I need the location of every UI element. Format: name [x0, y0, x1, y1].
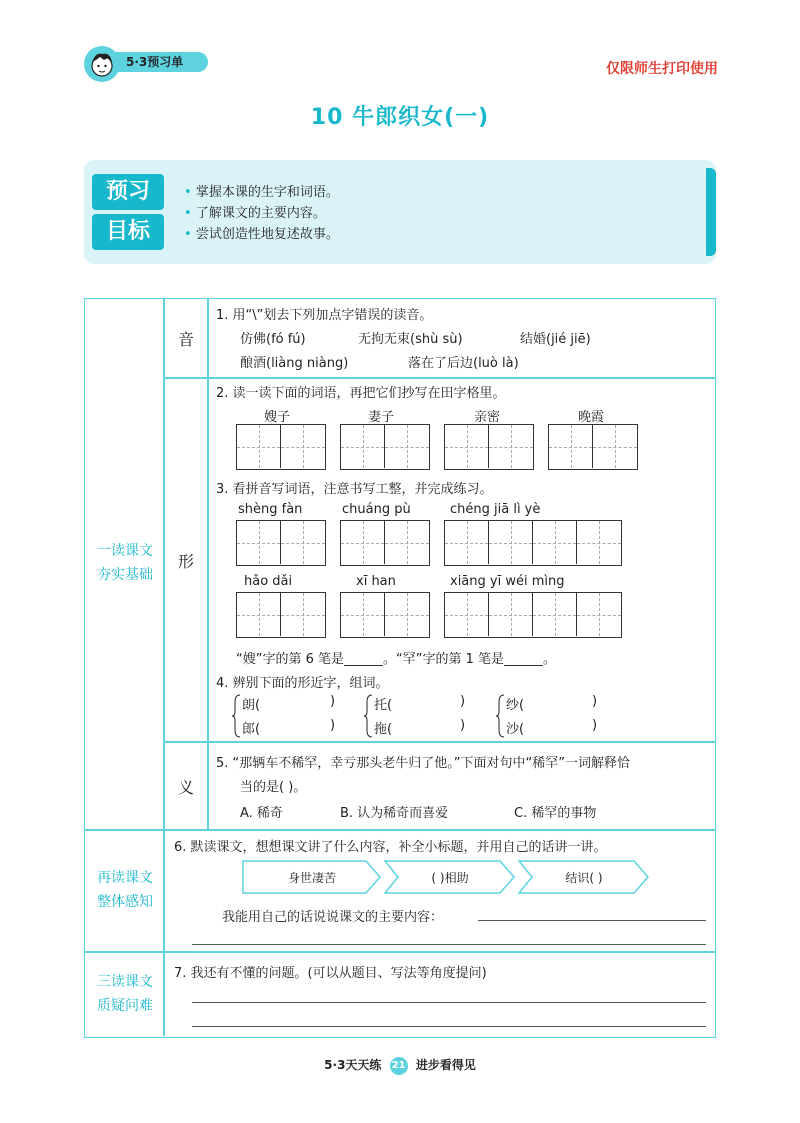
similar-char[interactable]: 朗( — [242, 698, 261, 713]
tianzige-grid[interactable] — [340, 424, 430, 470]
section-label-line: 质疑问难 — [97, 998, 153, 1014]
q2-word: 晚霞 — [578, 410, 605, 425]
header-badge — [84, 46, 212, 76]
q5-option[interactable]: B. 认为稀奇而喜爱 — [340, 806, 449, 821]
similar-char[interactable]: 纱( — [506, 698, 525, 713]
mascot-icon — [84, 46, 120, 82]
paren-close: ) — [330, 694, 336, 709]
similar-char[interactable]: 郎( — [242, 722, 261, 737]
goal-item: • 掌握本课的生字和词语。 — [184, 182, 339, 203]
q1-item[interactable]: 仿佛(fó fú) — [240, 332, 306, 347]
similar-char[interactable]: 拖( — [374, 722, 393, 737]
pinyin: shèng fàn — [238, 502, 303, 517]
paren-close: ) — [460, 718, 466, 733]
goals-edge — [706, 168, 716, 256]
badge-label: 5·3预习单 — [104, 52, 208, 72]
q7-prompt: 7. 我还有不懂的问题。(可以从题目、写法等角度提问) — [174, 966, 487, 981]
q5-option[interactable]: A. 稀奇 — [240, 806, 283, 821]
tianzige-grid[interactable] — [340, 520, 430, 566]
q1-item[interactable]: 无拘无束(shù sù) — [358, 332, 463, 347]
exercise-table — [84, 298, 716, 1038]
divider — [207, 299, 209, 829]
sub-label-xing: 形 — [177, 552, 194, 571]
pinyin: chéng jiā lì yè — [450, 502, 541, 517]
sub-label-yi: 义 — [177, 778, 194, 797]
q2-prompt: 2. 读一读下面的词语，再把它们抄写在田字格里。 — [216, 386, 506, 401]
pinyin: chuáng pù — [342, 502, 411, 517]
flow-step-3[interactable] — [518, 860, 650, 894]
footer — [0, 1056, 800, 1075]
pinyin: hǎo dǎi — [244, 574, 293, 589]
goals-tag-top: 预习 — [92, 174, 164, 210]
goals-tag-bottom: 目标 — [92, 214, 164, 250]
q2-word: 嫂子 — [264, 410, 291, 425]
tianzige-grid[interactable] — [548, 424, 638, 470]
section-label-1 — [85, 539, 165, 587]
sub-label-yin: 音 — [177, 330, 194, 349]
divider — [85, 951, 715, 953]
q6-summary-label: 我能用自己的话说说课文的主要内容： — [222, 910, 444, 925]
flow-step-label: ( )相助 — [431, 871, 469, 885]
footer-right: 进步看得见 — [415, 1058, 476, 1072]
q1-prompt: 1. 用“\”划去下列加点字错误的读音。 — [216, 308, 433, 323]
page-number: 21 — [390, 1057, 408, 1075]
q2-word: 亲密 — [474, 410, 501, 425]
section-label-line: 一读课文 — [97, 543, 153, 559]
flow-step-1[interactable] — [242, 860, 382, 894]
q1-item[interactable]: 落在了后边(luò là) — [408, 356, 519, 371]
flow-step-label: 结识( ) — [565, 871, 603, 885]
q6-prompt: 6. 默读课文，想想课文讲了什么内容，补全小标题，并用自己的话讲一讲。 — [174, 840, 607, 855]
page-title: 10 牛郎织女(一) — [310, 105, 490, 130]
tianzige-grid[interactable] — [340, 592, 430, 638]
q4-prompt: 4. 辨别下面的形近字，组词。 — [216, 676, 389, 691]
goals-list — [184, 182, 339, 245]
tianzige-grid[interactable] — [236, 520, 326, 566]
brace-icon — [364, 694, 374, 738]
q3-prompt: 3. 看拼音写词语，注意书写工整，并完成练习。 — [216, 482, 493, 497]
q1-item[interactable]: 酿酒(liàng niàng) — [240, 356, 349, 371]
tianzige-grid[interactable] — [444, 424, 534, 470]
pinyin: xī han — [356, 574, 396, 589]
divider — [163, 741, 715, 743]
answer-line[interactable] — [192, 944, 706, 945]
paren-close: ) — [592, 694, 598, 709]
goals-box — [84, 160, 716, 264]
section-label-3 — [85, 970, 165, 1018]
goals-tag — [92, 174, 164, 250]
stroke-question[interactable]: “嫂”字的第 6 笔是______。“罕”字的第 1 笔是______。 — [236, 652, 557, 667]
similar-char[interactable]: 托( — [374, 698, 393, 713]
paren-close: ) — [460, 694, 466, 709]
q5-line2[interactable]: 当的是( )。 — [240, 780, 307, 795]
section-label-line: 整体感知 — [97, 894, 153, 910]
print-notice: 仅限师生打印使用 — [606, 61, 718, 77]
section-label-line: 夯实基础 — [97, 567, 153, 583]
paren-close: ) — [330, 718, 336, 733]
q5-option[interactable]: C. 稀罕的事物 — [514, 806, 597, 821]
footer-left: 5·3天天练 — [324, 1058, 382, 1072]
paren-close: ) — [592, 718, 598, 733]
brace-icon — [232, 694, 242, 738]
flow-step-label: 身世凄苦 — [287, 871, 336, 885]
section-label-2 — [85, 866, 165, 914]
answer-line[interactable] — [192, 1026, 706, 1027]
answer-line[interactable] — [478, 920, 706, 921]
q5-line1: 5. “那辆车不稀罕，幸亏那头老牛归了他。”下面对句中“稀罕”一词解释恰 — [216, 756, 630, 771]
similar-char[interactable]: 沙( — [506, 722, 525, 737]
divider — [85, 829, 715, 831]
q2-word: 妻子 — [368, 410, 395, 425]
answer-line[interactable] — [192, 1002, 706, 1003]
goal-item: • 了解课文的主要内容。 — [184, 203, 339, 224]
tianzige-grid[interactable] — [236, 424, 326, 470]
tianzige-grid[interactable] — [444, 592, 622, 638]
divider — [163, 299, 165, 1036]
tianzige-grid[interactable] — [236, 592, 326, 638]
pinyin: xiāng yī wéi mìng — [450, 574, 565, 589]
flow-step-2[interactable] — [384, 860, 516, 894]
q1-item[interactable]: 结婚(jié jiē) — [520, 332, 591, 347]
divider — [163, 377, 715, 379]
goal-item: • 尝试创造性地复述故事。 — [184, 224, 339, 245]
tianzige-grid[interactable] — [444, 520, 622, 566]
section-label-line: 三读课文 — [97, 974, 153, 990]
section-label-line: 再读课文 — [97, 870, 153, 886]
brace-icon — [496, 694, 506, 738]
